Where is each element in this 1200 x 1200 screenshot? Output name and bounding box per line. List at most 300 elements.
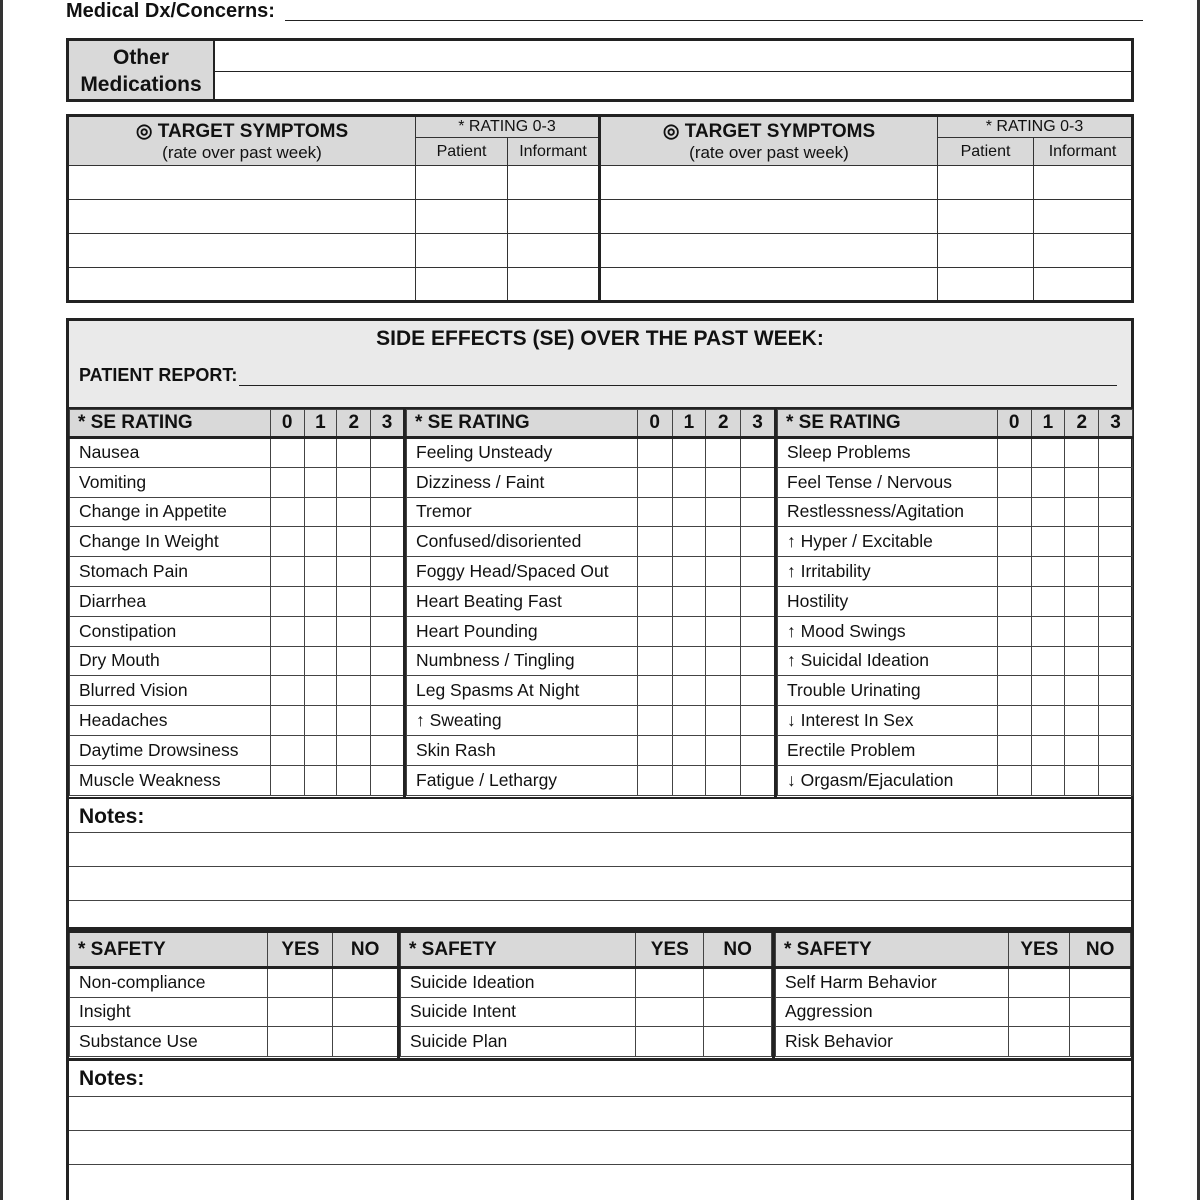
rating-checkbox-3[interactable] [371, 676, 404, 706]
safety-table-1 [69, 930, 398, 1057]
rating-checkbox-1[interactable] [304, 527, 337, 557]
informant-col-header: Informant [1034, 138, 1133, 166]
se-rating-table-2 [406, 409, 775, 796]
patient-rating-cell[interactable] [938, 234, 1034, 268]
yes-header: YES [268, 932, 333, 968]
safety-header: * SAFETY [401, 932, 636, 968]
se-rating-header: * SE RATING [70, 410, 271, 438]
rating-checkbox-1[interactable] [672, 765, 706, 795]
rating-checkbox-2[interactable] [337, 438, 371, 468]
rating-checkbox-2[interactable] [337, 706, 371, 736]
rating-checkbox-1[interactable] [304, 676, 337, 706]
informant-rating-cell[interactable] [1034, 200, 1133, 234]
scale-header-2: 2 [706, 410, 741, 438]
rating-checkbox-1[interactable] [1031, 497, 1065, 527]
rating-checkbox-1[interactable] [672, 646, 706, 676]
rating-checkbox-3[interactable] [741, 735, 775, 765]
se-item-label: Feel Tense / Nervous [778, 467, 998, 497]
yes-checkbox[interactable] [268, 997, 333, 1027]
rating-checkbox-3[interactable] [371, 646, 404, 676]
rating-checkbox-3[interactable] [1099, 438, 1133, 468]
rating-checkbox-3[interactable] [741, 616, 775, 646]
informant-rating-cell[interactable] [508, 268, 600, 302]
se-item-label: Constipation [70, 616, 271, 646]
safety-header: * SAFETY [776, 932, 1009, 968]
rating-checkbox-1[interactable] [1031, 586, 1065, 616]
se-item-label: Fatigue / Lethargy [407, 765, 638, 795]
se-item-row [407, 438, 775, 468]
side-effects-title: SIDE EFFECTS (SE) OVER THE PAST WEEK: [376, 327, 824, 350]
safety-item-label: Suicide Plan [401, 1027, 636, 1057]
rating-checkbox-3[interactable] [371, 616, 404, 646]
symptom-field[interactable] [68, 166, 416, 200]
rating-checkbox-3[interactable] [741, 765, 775, 795]
medical-dx-field[interactable] [285, 19, 1143, 21]
rating-checkbox-3[interactable] [741, 676, 775, 706]
rating-checkbox-2[interactable] [337, 557, 371, 587]
rating-checkbox-0[interactable] [270, 735, 304, 765]
se-item-row [778, 735, 1133, 765]
scale-header-0: 0 [637, 410, 672, 438]
rating-checkbox-3[interactable] [1099, 616, 1133, 646]
side-effects-header [69, 321, 1131, 409]
target-symptoms-title: TARGET SYMPTOMS [157, 120, 349, 142]
rating-checkbox-0[interactable] [997, 467, 1031, 497]
safety-notes-label: Notes: [79, 1067, 145, 1090]
rating-checkbox-2[interactable] [1065, 586, 1099, 616]
rating-checkbox-0[interactable] [637, 586, 672, 616]
scale-header-3: 3 [1099, 410, 1133, 438]
rating-checkbox-2[interactable] [706, 676, 741, 706]
rating-checkbox-2[interactable] [1065, 676, 1099, 706]
se-item-row [70, 586, 404, 616]
rating-checkbox-1[interactable] [672, 735, 706, 765]
notes-line [69, 1096, 1131, 1097]
se-notes-area[interactable] [69, 797, 1131, 931]
rating-checkbox-0[interactable] [637, 616, 672, 646]
rating-checkbox-0[interactable] [637, 646, 672, 676]
no-checkbox[interactable] [333, 968, 398, 998]
rating-checkbox-0[interactable] [997, 676, 1031, 706]
patient-rating-cell[interactable] [416, 166, 508, 200]
rating-checkbox-1[interactable] [672, 676, 706, 706]
rating-checkbox-0[interactable] [637, 676, 672, 706]
rating-checkbox-2[interactable] [1065, 616, 1099, 646]
patient-rating-cell[interactable] [416, 234, 508, 268]
rating-checkbox-1[interactable] [304, 497, 337, 527]
informant-rating-cell[interactable] [508, 200, 600, 234]
rating-checkbox-3[interactable] [371, 438, 404, 468]
rating-checkbox-0[interactable] [997, 616, 1031, 646]
se-item-row [778, 706, 1133, 736]
yes-checkbox[interactable] [1009, 1027, 1070, 1057]
se-item-row [778, 676, 1133, 706]
rating-checkbox-3[interactable] [371, 586, 404, 616]
rating-checkbox-0[interactable] [637, 735, 672, 765]
rating-checkbox-3[interactable] [371, 735, 404, 765]
rating-checkbox-3[interactable] [741, 497, 775, 527]
rating-checkbox-1[interactable] [1031, 735, 1065, 765]
target-symptoms-subtitle: (rate over past week) [689, 142, 849, 162]
rating-checkbox-0[interactable] [270, 765, 304, 795]
se-item-label: Confused/disoriented [407, 527, 638, 557]
rating-checkbox-2[interactable] [706, 646, 741, 676]
rating-checkbox-3[interactable] [1099, 676, 1133, 706]
se-item-row [778, 616, 1133, 646]
rating-checkbox-1[interactable] [304, 557, 337, 587]
no-checkbox[interactable] [704, 997, 772, 1027]
symptom-field[interactable] [600, 200, 938, 234]
se-item-row [778, 527, 1133, 557]
rating-checkbox-0[interactable] [270, 557, 304, 587]
rating-checkbox-2[interactable] [1065, 497, 1099, 527]
no-checkbox[interactable] [704, 968, 772, 998]
rating-checkbox-2[interactable] [337, 467, 371, 497]
rating-checkbox-2[interactable] [706, 497, 741, 527]
rating-checkbox-0[interactable] [997, 586, 1031, 616]
safety-section [66, 930, 1134, 1200]
se-item-label: Blurred Vision [70, 676, 271, 706]
rating-checkbox-2[interactable] [706, 557, 741, 587]
scale-header-1: 1 [672, 410, 706, 438]
rating-checkbox-2[interactable] [1065, 467, 1099, 497]
patient-rating-cell[interactable] [416, 200, 508, 234]
se-item-label: ↑ Sweating [407, 706, 638, 736]
scale-header-2: 2 [1065, 410, 1099, 438]
scale-header-3: 3 [741, 410, 775, 438]
rating-checkbox-2[interactable] [337, 586, 371, 616]
rating-checkbox-0[interactable] [270, 706, 304, 736]
se-item-row [407, 706, 775, 736]
rating-checkbox-2[interactable] [337, 676, 371, 706]
yes-checkbox[interactable] [636, 997, 704, 1027]
rating-checkbox-2[interactable] [706, 616, 741, 646]
side-effects-section [66, 318, 1134, 930]
no-header: NO [1070, 932, 1131, 968]
rating-checkbox-3[interactable] [1099, 765, 1133, 795]
other-label-line1: Other [112, 46, 169, 69]
safety-item-row [401, 997, 772, 1027]
rating-checkbox-3[interactable] [1099, 586, 1133, 616]
no-checkbox[interactable] [333, 997, 398, 1027]
rating-checkbox-3[interactable] [741, 557, 775, 587]
se-item-label: Restlessness/Agitation [778, 497, 998, 527]
scale-header-0: 0 [270, 410, 304, 438]
rating-checkbox-0[interactable] [270, 438, 304, 468]
yes-header: YES [1009, 932, 1070, 968]
yes-checkbox[interactable] [636, 968, 704, 998]
se-item-row [778, 467, 1133, 497]
rating-checkbox-0[interactable] [997, 557, 1031, 587]
se-item-label: Dizziness / Faint [407, 467, 638, 497]
safety-item-label: Aggression [776, 997, 1009, 1027]
rating-checkbox-0[interactable] [270, 646, 304, 676]
yes-checkbox[interactable] [268, 968, 333, 998]
symptom-field[interactable] [600, 166, 938, 200]
rating-checkbox-3[interactable] [741, 467, 775, 497]
se-item-label: ↑ Irritability [778, 557, 998, 587]
rating-checkbox-1[interactable] [304, 646, 337, 676]
se-item-row [70, 735, 404, 765]
safety-item-label: Risk Behavior [776, 1027, 1009, 1057]
rating-checkbox-3[interactable] [371, 765, 404, 795]
se-item-row [407, 676, 775, 706]
rating-checkbox-0[interactable] [637, 765, 672, 795]
rating-checkbox-3[interactable] [1099, 467, 1133, 497]
target-symptom-row [68, 234, 1133, 268]
yes-checkbox[interactable] [268, 1027, 333, 1057]
safety-item-row [776, 968, 1131, 998]
safety-item-row [401, 968, 772, 998]
rating-checkbox-3[interactable] [741, 706, 775, 736]
symptom-field[interactable] [68, 200, 416, 234]
other-medications-label [69, 41, 215, 99]
rating-checkbox-1[interactable] [304, 586, 337, 616]
informant-rating-cell[interactable] [1034, 166, 1133, 200]
yes-checkbox[interactable] [636, 1027, 704, 1057]
se-item-label: Vomiting [70, 467, 271, 497]
rating-checkbox-2[interactable] [1065, 706, 1099, 736]
rating-checkbox-3[interactable] [741, 586, 775, 616]
symptom-field[interactable] [600, 268, 938, 302]
safety-table-2 [400, 930, 772, 1057]
rating-checkbox-1[interactable] [1031, 616, 1065, 646]
rating-checkbox-1[interactable] [672, 467, 706, 497]
rating-checkbox-0[interactable] [270, 467, 304, 497]
rating-checkbox-1[interactable] [672, 616, 706, 646]
se-rating-table-1 [69, 409, 404, 796]
rating-checkbox-1[interactable] [1031, 527, 1065, 557]
notes-line [69, 1130, 1131, 1131]
no-checkbox[interactable] [333, 1027, 398, 1057]
se-item-row [407, 497, 775, 527]
se-item-row [407, 735, 775, 765]
rating-checkbox-1[interactable] [672, 497, 706, 527]
rating-checkbox-1[interactable] [1031, 646, 1065, 676]
symptom-field[interactable] [68, 234, 416, 268]
se-item-row [70, 616, 404, 646]
rating-checkbox-3[interactable] [1099, 706, 1133, 736]
no-checkbox[interactable] [704, 1027, 772, 1057]
patient-report-field[interactable] [239, 385, 1117, 386]
rating-checkbox-3[interactable] [741, 438, 775, 468]
rating-checkbox-3[interactable] [371, 467, 404, 497]
se-item-row [407, 586, 775, 616]
rating-checkbox-0[interactable] [270, 586, 304, 616]
se-item-row [70, 438, 404, 468]
rating-checkbox-0[interactable] [997, 735, 1031, 765]
se-item-label: Daytime Drowsiness [70, 735, 271, 765]
rating-checkbox-0[interactable] [270, 527, 304, 557]
safety-table-3 [775, 930, 1131, 1057]
se-item-label: Dry Mouth [70, 646, 271, 676]
safety-item-row [776, 1027, 1131, 1057]
rating-checkbox-3[interactable] [1099, 735, 1133, 765]
rating-checkbox-2[interactable] [1065, 765, 1099, 795]
rating-checkbox-2[interactable] [1065, 527, 1099, 557]
rating-checkbox-2[interactable] [337, 646, 371, 676]
scale-header-1: 1 [304, 410, 337, 438]
rating-checkbox-0[interactable] [270, 676, 304, 706]
rating-checkbox-2[interactable] [706, 735, 741, 765]
rating-checkbox-3[interactable] [1099, 527, 1133, 557]
se-item-label: Trouble Urinating [778, 676, 998, 706]
informant-rating-cell[interactable] [508, 234, 600, 268]
safety-item-label: Suicide Ideation [401, 968, 636, 998]
rating-checkbox-0[interactable] [637, 497, 672, 527]
rating-checkbox-1[interactable] [304, 706, 337, 736]
rating-checkbox-0[interactable] [637, 467, 672, 497]
safety-item-label: Self Harm Behavior [776, 968, 1009, 998]
rating-checkbox-1[interactable] [672, 586, 706, 616]
informant-rating-cell[interactable] [508, 166, 600, 200]
rating-checkbox-2[interactable] [706, 438, 741, 468]
rating-checkbox-1[interactable] [672, 527, 706, 557]
target-symptom-row [68, 166, 1133, 200]
rating-checkbox-2[interactable] [337, 527, 371, 557]
rating-checkbox-1[interactable] [1031, 438, 1065, 468]
rating-checkbox-2[interactable] [706, 706, 741, 736]
safety-notes-area[interactable] [69, 1058, 1131, 1200]
rating-checkbox-3[interactable] [1099, 497, 1133, 527]
rating-checkbox-1[interactable] [304, 765, 337, 795]
se-item-row [407, 467, 775, 497]
page-border-left [0, 0, 3, 1200]
no-checkbox[interactable] [1070, 968, 1131, 998]
scale-header-2: 2 [337, 410, 371, 438]
patient-rating-cell[interactable] [938, 166, 1034, 200]
rating-checkbox-3[interactable] [371, 706, 404, 736]
se-item-row [778, 646, 1133, 676]
informant-rating-cell[interactable] [1034, 234, 1133, 268]
target-symptoms-header-left [68, 116, 416, 166]
se-item-label: Diarrhea [70, 586, 271, 616]
rating-checkbox-3[interactable] [371, 497, 404, 527]
scale-header-3: 3 [371, 410, 404, 438]
rating-checkbox-1[interactable] [304, 735, 337, 765]
rating-checkbox-0[interactable] [270, 616, 304, 646]
se-item-label: Stomach Pain [70, 557, 271, 587]
rating-checkbox-2[interactable] [1065, 735, 1099, 765]
rating-checkbox-1[interactable] [304, 467, 337, 497]
rating-header: * RATING 0-3 [416, 116, 600, 138]
se-item-row [70, 646, 404, 676]
rating-checkbox-3[interactable] [1099, 646, 1133, 676]
rating-checkbox-0[interactable] [997, 706, 1031, 736]
target-symptoms-title: TARGET SYMPTOMS [684, 120, 876, 142]
rating-checkbox-0[interactable] [637, 438, 672, 468]
se-item-label: ↑ Mood Swings [778, 616, 998, 646]
rating-checkbox-2[interactable] [706, 467, 741, 497]
rating-checkbox-2[interactable] [337, 765, 371, 795]
rating-checkbox-1[interactable] [1031, 676, 1065, 706]
rating-checkbox-3[interactable] [741, 527, 775, 557]
rating-checkbox-1[interactable] [672, 438, 706, 468]
patient-col-header: Patient [416, 138, 508, 166]
rating-checkbox-2[interactable] [337, 497, 371, 527]
rating-checkbox-2[interactable] [706, 765, 741, 795]
rating-checkbox-0[interactable] [637, 527, 672, 557]
se-item-label: ↑ Hyper / Excitable [778, 527, 998, 557]
rating-checkbox-2[interactable] [1065, 557, 1099, 587]
rating-checkbox-3[interactable] [371, 527, 404, 557]
rating-checkbox-1[interactable] [304, 438, 337, 468]
yes-checkbox[interactable] [1009, 968, 1070, 998]
rating-checkbox-0[interactable] [637, 557, 672, 587]
rating-checkbox-1[interactable] [1031, 765, 1065, 795]
se-item-label: Leg Spasms At Night [407, 676, 638, 706]
target-icon: ◎ [662, 120, 680, 142]
rating-checkbox-1[interactable] [1031, 557, 1065, 587]
se-item-row [778, 557, 1133, 587]
no-checkbox[interactable] [1070, 997, 1131, 1027]
se-rating-header: * SE RATING [778, 410, 998, 438]
se-item-label: Skin Rash [407, 735, 638, 765]
rating-checkbox-3[interactable] [1099, 557, 1133, 587]
se-item-row [70, 557, 404, 587]
rating-checkbox-1[interactable] [1031, 706, 1065, 736]
rating-header: * RATING 0-3 [938, 116, 1133, 138]
se-item-row [70, 676, 404, 706]
rating-checkbox-2[interactable] [337, 735, 371, 765]
rating-checkbox-0[interactable] [997, 497, 1031, 527]
se-item-row [70, 467, 404, 497]
symptom-field[interactable] [68, 268, 416, 302]
rating-checkbox-3[interactable] [371, 557, 404, 587]
se-notes-label: Notes: [79, 805, 145, 828]
rating-checkbox-0[interactable] [270, 497, 304, 527]
safety-item-label: Non-compliance [70, 968, 268, 998]
rating-checkbox-0[interactable] [997, 646, 1031, 676]
rating-checkbox-2[interactable] [706, 527, 741, 557]
rating-checkbox-2[interactable] [706, 586, 741, 616]
se-item-label: ↑ Suicidal Ideation [778, 646, 998, 676]
patient-col-header: Patient [938, 138, 1034, 166]
rating-checkbox-1[interactable] [1031, 467, 1065, 497]
target-symptoms-table [66, 114, 1134, 303]
rating-checkbox-2[interactable] [1065, 438, 1099, 468]
rating-checkbox-2[interactable] [337, 616, 371, 646]
rating-checkbox-0[interactable] [997, 765, 1031, 795]
other-medications-field[interactable] [215, 71, 1131, 72]
rating-checkbox-2[interactable] [1065, 646, 1099, 676]
no-checkbox[interactable] [1070, 1027, 1131, 1057]
informant-rating-cell[interactable] [1034, 268, 1133, 302]
patient-rating-cell[interactable] [938, 200, 1034, 234]
patient-rating-cell[interactable] [938, 268, 1034, 302]
se-rating-table-3 [777, 409, 1133, 796]
rating-checkbox-3[interactable] [741, 646, 775, 676]
symptom-field[interactable] [600, 234, 938, 268]
rating-checkbox-1[interactable] [304, 616, 337, 646]
rating-checkbox-1[interactable] [672, 706, 706, 736]
target-symptom-row [68, 268, 1133, 302]
rating-checkbox-0[interactable] [637, 706, 672, 736]
se-item-row [407, 527, 775, 557]
se-item-label: Feeling Unsteady [407, 438, 638, 468]
scale-header-1: 1 [1031, 410, 1065, 438]
rating-checkbox-0[interactable] [997, 438, 1031, 468]
yes-checkbox[interactable] [1009, 997, 1070, 1027]
se-item-label: Nausea [70, 438, 271, 468]
se-rating-header: * SE RATING [407, 410, 638, 438]
se-item-label: Headaches [70, 706, 271, 736]
patient-rating-cell[interactable] [416, 268, 508, 302]
notes-line [69, 900, 1131, 901]
rating-checkbox-0[interactable] [997, 527, 1031, 557]
rating-checkbox-1[interactable] [672, 557, 706, 587]
no-header: NO [333, 932, 398, 968]
